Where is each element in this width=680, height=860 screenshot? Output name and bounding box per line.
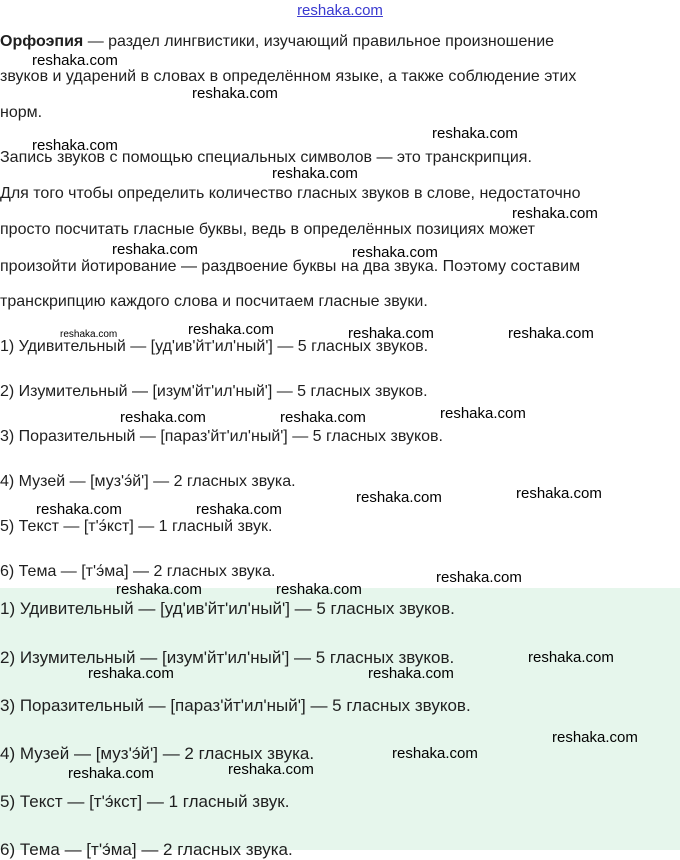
answer-item: 3) Поразительный — [параз'йт'ил'ный'] — 5 гласных звуков.	[0, 696, 471, 715]
list-item: 6) Тема — [т'э́ма] — 2 гласных звука.	[0, 563, 276, 580]
watermark: reshaka.com	[116, 581, 202, 598]
answer-block	[0, 588, 680, 859]
answer-item: 5) Текст — [т'э́кст] — 1 гласный звук.	[0, 792, 290, 811]
body-line-3: просто посчитать гласные буквы, ведь в определённых позициях может	[0, 221, 535, 238]
watermark: reshaka.com	[528, 649, 614, 666]
answer-item: 1) Удивительный — [уд'ив'йт'ил'ный'] — 5 гласных звуков.	[0, 599, 455, 618]
watermark: reshaka.com	[188, 321, 274, 338]
watermark: reshaka.com	[552, 729, 638, 746]
body-line-1: Запись звуков с помощью специальных символов — это транскрипция.	[0, 149, 532, 166]
watermark: reshaka.com	[436, 569, 522, 586]
watermark: reshaka.com	[196, 501, 282, 518]
watermark: reshaka.com	[228, 761, 314, 778]
watermark: reshaka.com	[356, 489, 442, 506]
watermark: reshaka.com	[440, 405, 526, 422]
list-item: 4) Музей — [муз'э́й'] — 2 гласных звука.	[0, 473, 296, 490]
intro-line-2: звуков и ударений в словах в определённом языке, а также соблюдение этих	[0, 68, 577, 85]
answer-item: 6) Тема — [т'э́ма] — 2 гласных звука.	[0, 840, 293, 859]
term-orthoepy: Орфоэпия	[0, 33, 84, 50]
watermark: reshaka.com	[276, 581, 362, 598]
watermark: reshaka.com	[280, 409, 366, 426]
watermark: reshaka.com	[512, 205, 598, 222]
watermark: reshaka.com	[368, 665, 454, 682]
list-item: 2) Изумительный — [изум'йт'ил'ный'] — 5 гласных звуков.	[0, 383, 428, 400]
body-line-2: Для того чтобы определить количество гласных звуков в слове, недостаточно	[0, 185, 581, 202]
intro-line-3: норм.	[0, 104, 43, 121]
watermark: reshaka.com	[32, 52, 118, 69]
watermark: reshaka.com	[60, 329, 118, 340]
site-header-link[interactable]: reshaka.com	[297, 2, 383, 19]
watermark: reshaka.com	[36, 501, 122, 518]
watermark: reshaka.com	[112, 241, 198, 258]
body-line-4: произойти йотирование — раздвоение буквы на два звука. Поэтому составим	[0, 258, 581, 275]
list-item: 5) Текст — [т'э́кст] — 1 гласный звук.	[0, 518, 273, 535]
watermark: reshaka.com	[392, 745, 478, 762]
watermark: reshaka.com	[432, 125, 518, 142]
body-line-5: транскрипцию каждого слова и посчитаем гласные звуки.	[0, 293, 428, 310]
watermark: reshaka.com	[192, 85, 278, 102]
intro-text-1: — раздел лингвистики, изучающий правильное произношение	[83, 33, 555, 50]
watermark: reshaka.com	[68, 765, 154, 782]
intro-line-1	[0, 33, 676, 51]
watermark: reshaka.com	[88, 665, 174, 682]
list-item: 3) Поразительный — [параз'йт'ил'ный'] — 5 гласных звуков.	[0, 428, 443, 445]
answer-item: 2) Изумительный — [изум'йт'ил'ный'] — 5 гласных звуков.	[0, 648, 455, 667]
answer-item: 4) Музей — [муз'э́й'] — 2 гласных звука.	[0, 744, 315, 763]
watermark: reshaka.com	[508, 325, 594, 342]
watermark: reshaka.com	[120, 409, 206, 426]
watermark: reshaka.com	[32, 137, 118, 154]
watermark: reshaka.com	[348, 325, 434, 342]
list-item: 1) Удивительный — [уд'ив'йт'ил'ный'] — 5 гласных звуков.	[0, 338, 429, 355]
watermark: reshaka.com	[352, 244, 438, 261]
watermark: reshaka.com	[272, 165, 358, 182]
watermark: reshaka.com	[516, 485, 602, 502]
